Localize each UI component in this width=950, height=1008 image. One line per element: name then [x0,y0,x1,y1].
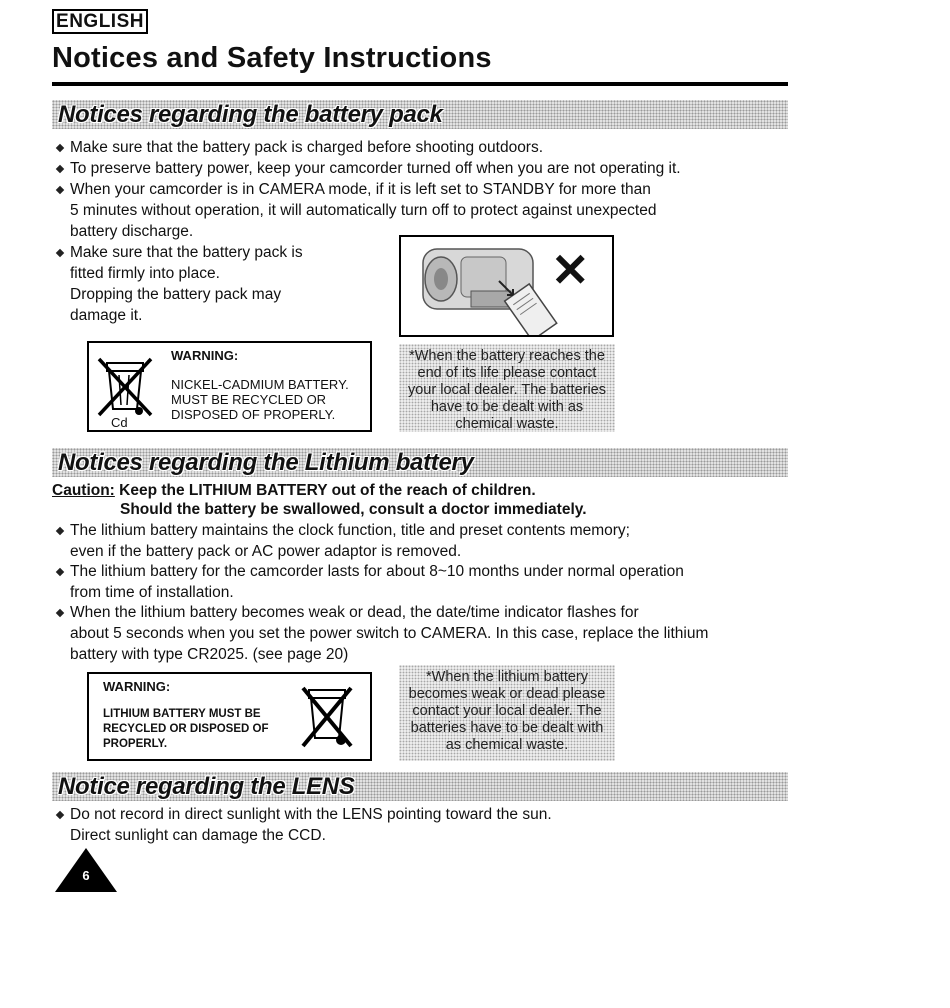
paragraph: Make sure that the battery pack is fitted firmly into place. Dropping the battery pack may damage it. [70,244,303,324]
camcorder-battery-illustration [399,235,614,337]
section-header-lens [52,772,788,801]
recycling-note: *When the battery reaches the end of its life please contact your local dealer. The batteries have to be dealt with as chemical waste. [399,344,615,432]
section-header-lithium-battery [52,448,788,477]
page-number: 6 [82,868,90,883]
bullet-icon [52,137,66,158]
bullet-icon [52,158,66,179]
bullet-icon [52,179,66,200]
page-title: Notices and Safety Instructions [52,42,492,74]
warning-title: WARNING: [171,348,239,363]
paragraph: Do not record in direct sunlight with the LENS pointing toward the sun. Direct sunlight can damage the CCD. [70,806,552,844]
bullet-icon [52,602,66,623]
warning-text: NICKEL-CADMIUM BATTERY. MUST BE RECYCLED OR DISPOSED OF PROPERLY. [171,377,349,422]
bullet-icon [52,520,66,541]
paragraph: When the lithium battery becomes weak or dead, the date/time indicator flashes for about 5 seconds when you set the power switch to CAMERA. In this case, replace the lithium battery with type CR2025. (see page 20) [70,604,709,663]
caution-notice [52,480,536,501]
paragraph: The lithium battery maintains the clock function, title and preset contents memory; even if the battery pack or AC power adaptor is removed. [70,522,630,560]
bullet-icon [52,561,66,582]
warning-text: LITHIUM BATTERY MUST BE RECYCLED OR DISPOSED OF PROPERLY. [103,708,269,750]
bullet-icon [52,242,66,263]
language-label: ENGLISH [52,9,148,34]
paragraph: The lithium battery for the camcorder lasts for about 8~10 months under normal operation from time of installation. [70,563,684,601]
cadmium-symbol-label: Cd [111,415,128,430]
section-title: Notice regarding the LENS [58,773,355,800]
paragraph: To preserve battery power, keep your camcorder turned off when you are not operating it. [70,160,681,177]
caution-label: Caution: [52,482,115,499]
section-title: Notices regarding the battery pack [58,101,443,128]
section-header-battery-pack [52,100,788,129]
lithium-recycling-note: *When the lithium battery becomes weak or dead please contact your local dealer. The batteries have to be dealt with as chemical waste. [399,665,615,761]
title-divider [52,82,788,86]
warning-box-lithium [87,672,372,761]
caution-text: Keep the LITHIUM BATTERY out of the reach of children. [119,482,536,499]
section-title: Notices regarding the Lithium battery [58,449,474,476]
bullet-icon [52,804,66,825]
caution-text-line2: Should the battery be swallowed, consult a doctor immediately. [120,501,587,518]
paragraph: Make sure that the battery pack is charged before shooting outdoors. [70,139,544,156]
warning-title: WARNING: [103,679,171,694]
warning-box-nicad [87,341,372,432]
paragraph: When your camcorder is in CAMERA mode, if it is left set to STANDBY for more than 5 minutes without operation, it will automatically turn off to protect against unexpected battery discharge. [70,181,657,240]
prohibited-mark: ✕ [551,244,590,296]
crossed-bin-icon [299,680,355,756]
